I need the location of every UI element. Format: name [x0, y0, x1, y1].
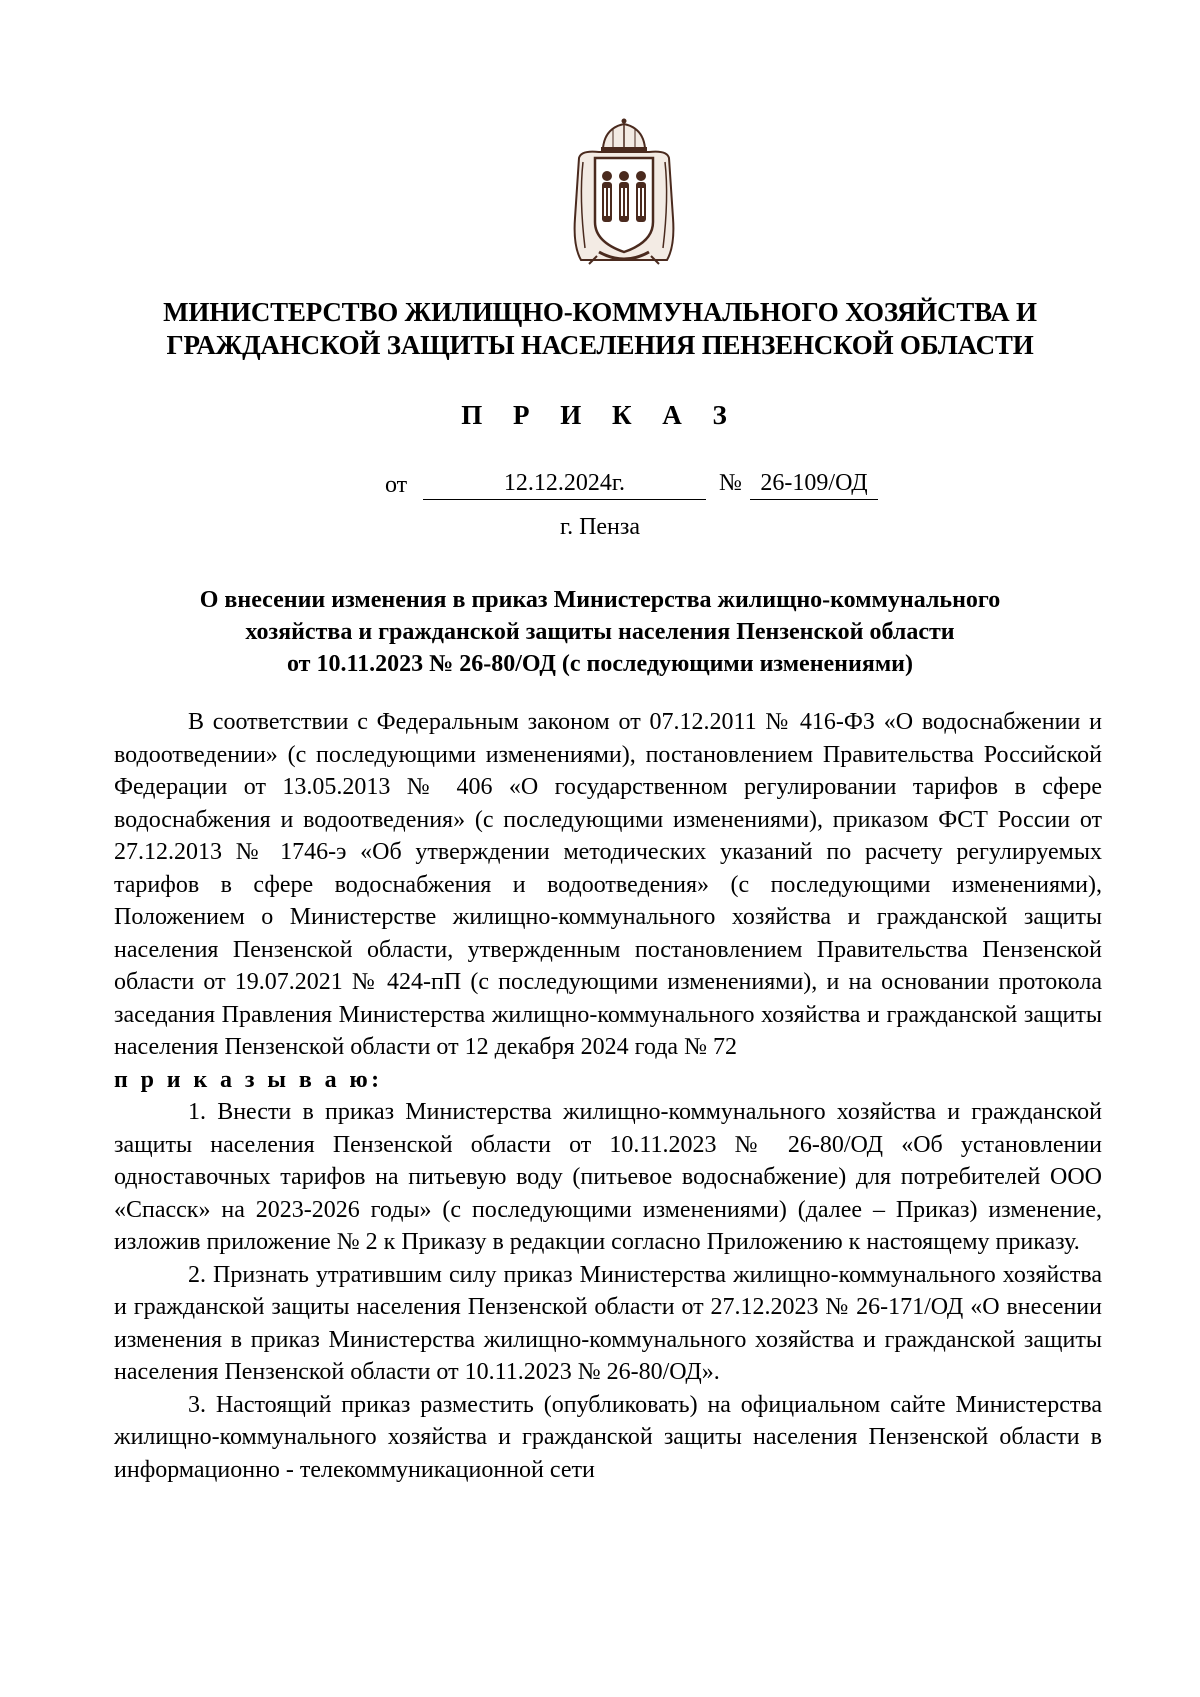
document-city: г. Пенза — [559, 514, 641, 540]
ministry-name-line-2: ГРАЖДАНСКОЙ ЗАЩИТЫ НАСЕЛЕНИЯ ПЕНЗЕНСКОЙ ОБЛАСТИ — [166, 330, 1034, 360]
subject-line-3: от 10.11.2023 № 26-80/ОД (с последующими изменениями) — [286, 651, 913, 677]
document-number: 26-109/ОД — [750, 470, 878, 500]
preamble-paragraph: В соответствии с Федеральным законом от 07.12.2011 № 416-ФЗ «О водоснабжении и водоотведении» (с последующими изменениями), постановлением Правительства Российской Федерации от 13.05.2013 № 406 «О государственном регулировании тарифов в сфере водоснабжения и водоотведения» (с последующими изменениями), приказом ФСТ России от 27.12.2013 № 1746-э «Об утверждении методических указаний по расчету регулируемых тарифов в сфере водоснабжения и водоотведения» (с последующими изменениями), Положением о Министерстве жилищно-коммунального хозяйства и гражданской защиты населения Пензенской области, утвержденным постановлением Правительства Пензенской области от 19.07.2021 № 424-пП (с последующими изменениями), и на основании протокола заседания Правления Министерства жилищно-коммунального хозяйства и гражданской защиты населения Пензенской области от 12 декабря 2024 года № 72 — [114, 709, 1102, 1060]
document-subject — [120, 584, 1080, 680]
subject-line-1: О внесении изменения в приказ Министерства жилищно-коммунального — [199, 587, 1001, 613]
ministry-name — [0, 296, 1200, 362]
subject-line-2: хозяйства и гражданской защиты населения Пензенской области — [245, 619, 955, 645]
coat-of-arms-icon — [569, 118, 679, 268]
item-3-paragraph: 3. Настоящий приказ разместить (опубликовать) на официальном сайте Министерства жилищно-коммунального хозяйства и гражданской защиты населения Пензенской области в информационно - телекоммуникационной сети — [114, 1391, 1102, 1483]
document-body — [114, 706, 1102, 1486]
item-2-paragraph: 2. Признать утратившим силу приказ Министерства жилищно-коммунального хозяйства и гражданской защиты населения Пензенской области от 27.12.2023 № 26-171/ОД «О внесении изменения в приказ Министерства жилищно-коммунального хозяйства и гражданской защиты населения Пензенской области от 10.11.2023 № 26-80/ОД». — [114, 1261, 1102, 1385]
date-from-label: от — [385, 472, 408, 498]
decree-word: п р и к а з ы в а ю: — [114, 1066, 383, 1093]
document-date: 12.12.2024г. — [423, 470, 706, 500]
document-type: П Р И К А З — [461, 400, 739, 430]
item-1-paragraph: 1. Внести в приказ Министерства жилищно-коммунального хозяйства и гражданской защиты населения Пензенской области от 10.11.2023 № 26-80/ОД «Об установлении одноставочных тарифов на питьевую воду (питьевое водоснабжение) для потребителей ООО «Спасск» на 2023-2026 годы» (с последующими изменениями) (далее – Приказ) изменение, изложив приложение № 2 к Приказу в редакции согласно Приложению к настоящему приказу. — [114, 1099, 1102, 1255]
number-sign: № — [719, 470, 742, 496]
ministry-name-line-1: МИНИСТЕРСТВО ЖИЛИЩНО-КОММУНАЛЬНОГО ХОЗЯЙСТВА И — [163, 297, 1037, 327]
